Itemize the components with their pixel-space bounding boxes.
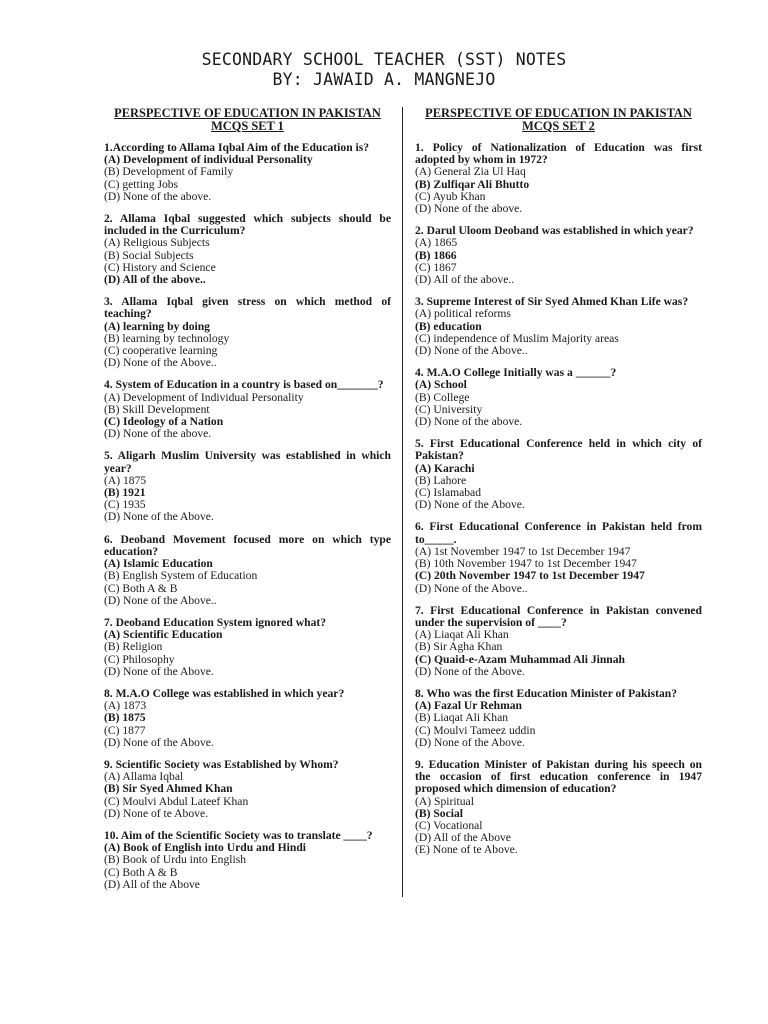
answer-option: (A) 1875: [104, 473, 147, 487]
answer-option: (D) None of the above.: [104, 427, 212, 441]
answer-option: (D) None of the above.: [415, 202, 523, 216]
answer-option: (C) Moulvi Abdul Lateef Khan: [104, 794, 249, 808]
answer-option: (D) All of the Above: [415, 831, 511, 845]
answer-option: (A) General Zia Ul Haq: [415, 165, 526, 179]
answer-option: (C) getting Jobs: [104, 177, 179, 191]
answer-option: (C) 1877: [104, 723, 146, 737]
question-text: 8. Who was the first Education Minister of Pakistan?: [415, 686, 678, 700]
answer-option: (A) political reforms: [415, 307, 511, 321]
question-text: 2. Darul Uloom Deoband was established in which year?: [415, 224, 694, 238]
answer-option: (C) Both A & B: [104, 865, 178, 879]
question-item: [415, 142, 702, 215]
answer-option: (C) University: [415, 402, 483, 416]
answer-option: (D) None of the Above.: [104, 735, 214, 749]
question-item: [104, 830, 391, 891]
answer-option: (A) Religious Subjects: [104, 236, 210, 250]
answer-option: (B) English System of Education: [104, 569, 258, 583]
answer-option: (D) None of the Above..: [415, 581, 528, 595]
answer-option: (D) None of the Above.: [104, 510, 214, 524]
correct-option: (A) Development of individual Personality: [104, 153, 313, 167]
right-column-title: [415, 107, 702, 133]
answer-option: (D) None of the above.: [415, 415, 523, 429]
question-item: [104, 534, 391, 607]
question-item: [104, 688, 391, 749]
question-text: 3. Supreme Interest of Sir Syed Ahmed Khan Life was?: [415, 295, 689, 309]
answer-option: (C) Ayub Khan: [415, 189, 486, 203]
answer-option: (A) Spiritual: [415, 794, 474, 808]
question-text: 6. First Educational Conference in Pakistan held from to_____.: [415, 520, 702, 546]
correct-option: (B) 1875: [104, 711, 146, 725]
answer-option: (C) Moulvi Tameez uddin: [415, 723, 536, 737]
answer-option: (D) None of the Above.: [104, 664, 214, 678]
question-text: 1.According to Allama Iqbal Aim of the Education is?: [104, 141, 370, 154]
answer-option: (B) Religion: [104, 640, 163, 654]
answer-option: (D) None of the above.: [104, 189, 212, 203]
answer-option: (D) None of the Above.: [415, 664, 525, 678]
question-text: 5. First Educational Conference held in which city of Pakistan?: [415, 437, 702, 463]
question-text: 4. M.A.O College Initially was a ______?: [415, 366, 617, 380]
question-text: 7. Deoband Education System ignored what?: [104, 615, 327, 629]
answer-option: (D) None of the Above..: [104, 356, 217, 370]
correct-option: (C) Quaid-e-Azam Muhammad Ali Jinnah: [415, 652, 625, 666]
question-text: 2. Allama Iqbal suggested which subjects should be included in the Curriculum?: [104, 212, 391, 238]
left-title-line1: PERSPECTIVE OF EDUCATION IN PAKISTAN: [114, 106, 381, 120]
answer-option: (B) Skill Development: [104, 402, 210, 416]
correct-option: (A) School: [415, 378, 467, 392]
correct-option: (A) learning by doing: [104, 319, 210, 333]
question-item: [104, 617, 391, 678]
question-text: 8. M.A.O College was established in which year?: [104, 686, 345, 700]
question-item: [415, 296, 702, 357]
question-item: [104, 379, 391, 440]
answer-option: (B) Development of Family: [104, 165, 234, 179]
document-header: [0, 50, 768, 90]
answer-option: (A) Allama Iqbal: [104, 770, 184, 784]
question-text: 5. Aligarh Muslim University was established in which year?: [104, 449, 391, 475]
answer-option: (C) 1935: [104, 498, 146, 512]
question-text: 4. System of Education in a country is based on_______?: [104, 378, 384, 392]
answer-option: (C) History and Science: [104, 260, 216, 274]
left-column: [104, 107, 391, 901]
question-item: [415, 688, 702, 749]
correct-option: (B) 1921: [104, 486, 146, 500]
correct-option: (A) Book of English into Urdu and Hindi: [104, 841, 306, 855]
answer-option: (D) All of the above..: [415, 273, 515, 287]
question-item: [104, 213, 391, 286]
right-column: [415, 107, 702, 867]
correct-option: (B) 1866: [415, 248, 457, 262]
left-title-line2: MCQS SET 1: [211, 119, 284, 133]
question-item: [104, 450, 391, 523]
answer-option: (B) Social Subjects: [104, 248, 194, 262]
question-text: 6. Deoband Movement focused more on which type education?: [104, 532, 391, 558]
correct-option: (A) Scientific Education: [104, 628, 223, 642]
correct-option: (A) Karachi: [415, 461, 475, 475]
question-text: 9. Scientific Society was Established by Whom?: [104, 757, 339, 771]
answer-option: (C) cooperative learning: [104, 344, 218, 358]
correct-option: (B) Sir Syed Ahmed Khan: [104, 782, 233, 796]
answer-option: (B) College: [415, 390, 470, 404]
correct-option: (A) Islamic Education: [104, 557, 213, 571]
column-divider: [402, 107, 403, 897]
correct-option: (B) Zulfiqar Ali Bhutto: [415, 177, 530, 191]
answer-option: (B) Liaqat Ali Khan: [415, 711, 509, 725]
answer-option: (C) independence of Muslim Majority areas: [415, 331, 619, 345]
right-question-list: [415, 142, 702, 857]
answer-option: (D) None of the Above.: [415, 735, 525, 749]
question-item: [415, 521, 702, 594]
answer-option: (C) Both A & B: [104, 581, 178, 595]
question-item: [415, 438, 702, 511]
correct-option: (A) Fazal Ur Rehman: [415, 699, 523, 713]
question-item: [415, 225, 702, 286]
answer-option: (B) Lahore: [415, 473, 467, 487]
answer-option: (C) 1867: [415, 260, 457, 274]
header-title: SECONDARY SCHOOL TEACHER (SST) NOTES: [201, 50, 567, 69]
question-text: 3. Allama Iqbal given stress on which method of teaching?: [104, 295, 391, 321]
question-item: [104, 296, 391, 369]
answer-option: (D) None of the Above.: [415, 498, 525, 512]
answer-option: (D) None of the Above..: [415, 344, 528, 358]
header-author: BY: JAWAID A. MANGNEJO: [272, 70, 496, 89]
correct-option: (B) Social: [415, 806, 463, 820]
question-item: [104, 142, 391, 203]
correct-option: (B) education: [415, 319, 482, 333]
left-question-list: [104, 142, 391, 891]
question-text: 1. Policy of Nationalization of Education was first adopted by whom in 1972?: [415, 141, 702, 167]
answer-option: (C) Islamabad: [415, 486, 481, 500]
question-item: [104, 759, 391, 820]
answer-option: (B) Book of Urdu into English: [104, 853, 247, 867]
question-text: 7. First Educational Conference in Pakistan convened under the supervision of ____?: [415, 603, 702, 629]
answer-option: (A) 1865: [415, 236, 458, 250]
question-text: 10. Aim of the Scientific Society was to translate ____?: [104, 828, 373, 842]
answer-option: (A) 1st November 1947 to 1st December 1947: [415, 544, 631, 558]
answer-option: (D) All of the Above: [104, 877, 200, 891]
answer-option: (C) Vocational: [415, 818, 483, 832]
correct-option: (C) 20th November 1947 to 1st December 1947: [415, 569, 645, 583]
right-title-line1: PERSPECTIVE OF EDUCATION IN PAKISTAN: [425, 106, 692, 120]
answer-option: (A) Development of Individual Personality: [104, 390, 304, 404]
answer-option: (E) None of te Above.: [415, 843, 518, 857]
answer-option: (B) Sir Agha Khan: [415, 640, 503, 654]
question-item: [415, 367, 702, 428]
left-column-title: [104, 107, 391, 133]
question-item: [415, 605, 702, 678]
answer-option: (A) 1873: [104, 699, 147, 713]
question-text: 9. Education Minister of Pakistan during his speech on the occasion of first education conference in 1947 proposed which dimension of education?: [415, 757, 702, 796]
right-title-line2: MCQS SET 2: [522, 119, 595, 133]
answer-option: (C) Philosophy: [104, 652, 175, 666]
answer-option: (A) Liaqat Ali Khan: [415, 628, 509, 642]
question-item: [415, 759, 702, 857]
answer-option: (D) None of the Above..: [104, 593, 217, 607]
answer-option: (B) 10th November 1947 to 1st December 1947: [415, 557, 637, 571]
answer-option: (D) None of te Above.: [104, 806, 208, 820]
correct-option: (C) Ideology of a Nation: [104, 415, 224, 429]
answer-option: (B) learning by technology: [104, 331, 230, 345]
correct-option: (D) All of the above..: [104, 273, 206, 287]
